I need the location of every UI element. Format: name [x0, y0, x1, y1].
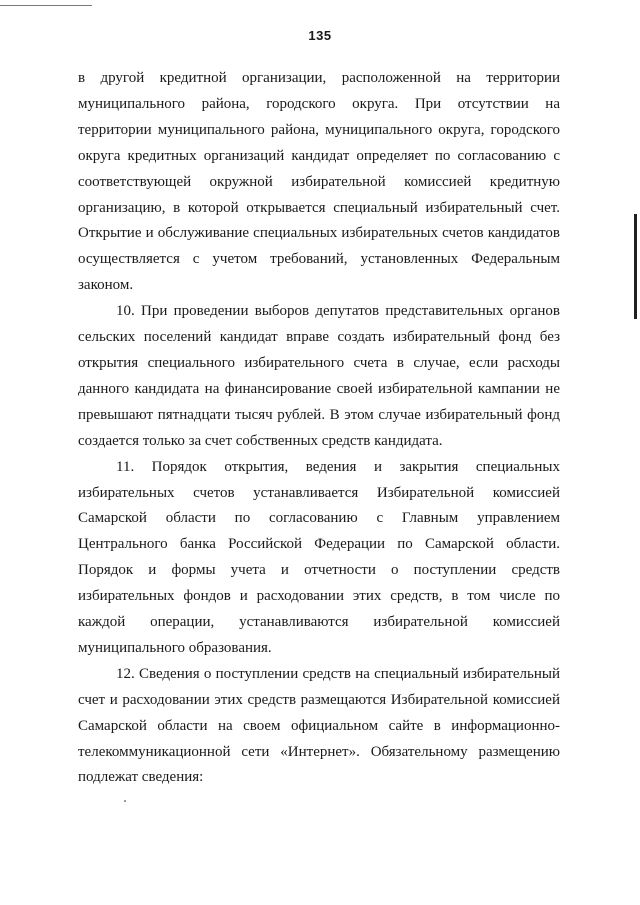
document-body — [78, 66, 560, 791]
paragraph-item-10: 10. При проведении выборов депутатов представительных органов сельских поселений кандидат вправе создать избирательный фонд без открытия специального избирательного счета в случае, если расходы данного кандидата на финансирование своей избирательной кампании не превышают пятнадцати тысяч рублей. В этом случае избирательный фонд создается только за счет собственных средств кандидата. — [78, 303, 560, 449]
paragraph-continuation: в другой кредитной организации, расположенной на территории муниципального района, городского округа. При отсутствии на территории муниципального района, муниципального округа, городского округа кредитных организаций кандидат определяет по согласованию с соответствующей окружной избирательной комиссией кредитную организацию, в которой открывается специальный избирательный счет. Открытие и обслуживание специальных избирательных счетов кандидатов осуществляется с учетом требований, установленных Федеральным законом. — [78, 70, 560, 294]
scan-edge-mark — [634, 214, 637, 319]
paragraph-item-12: 12. Сведения о поступлении средств на специальный избирательный счет и расходовании этих средств размещаются Избирательной комиссией Самарской области на своем официальном сайте в информационно-телекоммуникационной сети «Интернет». Обязательному размещению подлежат сведения: — [78, 665, 560, 786]
scan-speck — [124, 800, 126, 802]
paragraph-item-11: 11. Порядок открытия, ведения и закрытия специальных избирательных счетов устанавливается Избирательной комиссией Самарской области по согласованию с Главным управлением Центрального банка Российской Федерации по Самарской области. Порядок и формы учета и отчетности о поступлении средств избирательных фондов и расходовании этих средств, в том числе по каждой операции, устанавливаются избирательной комиссией муниципального образования. — [78, 458, 560, 656]
top-edge-line — [0, 5, 92, 6]
page-number: 135 — [308, 28, 332, 43]
